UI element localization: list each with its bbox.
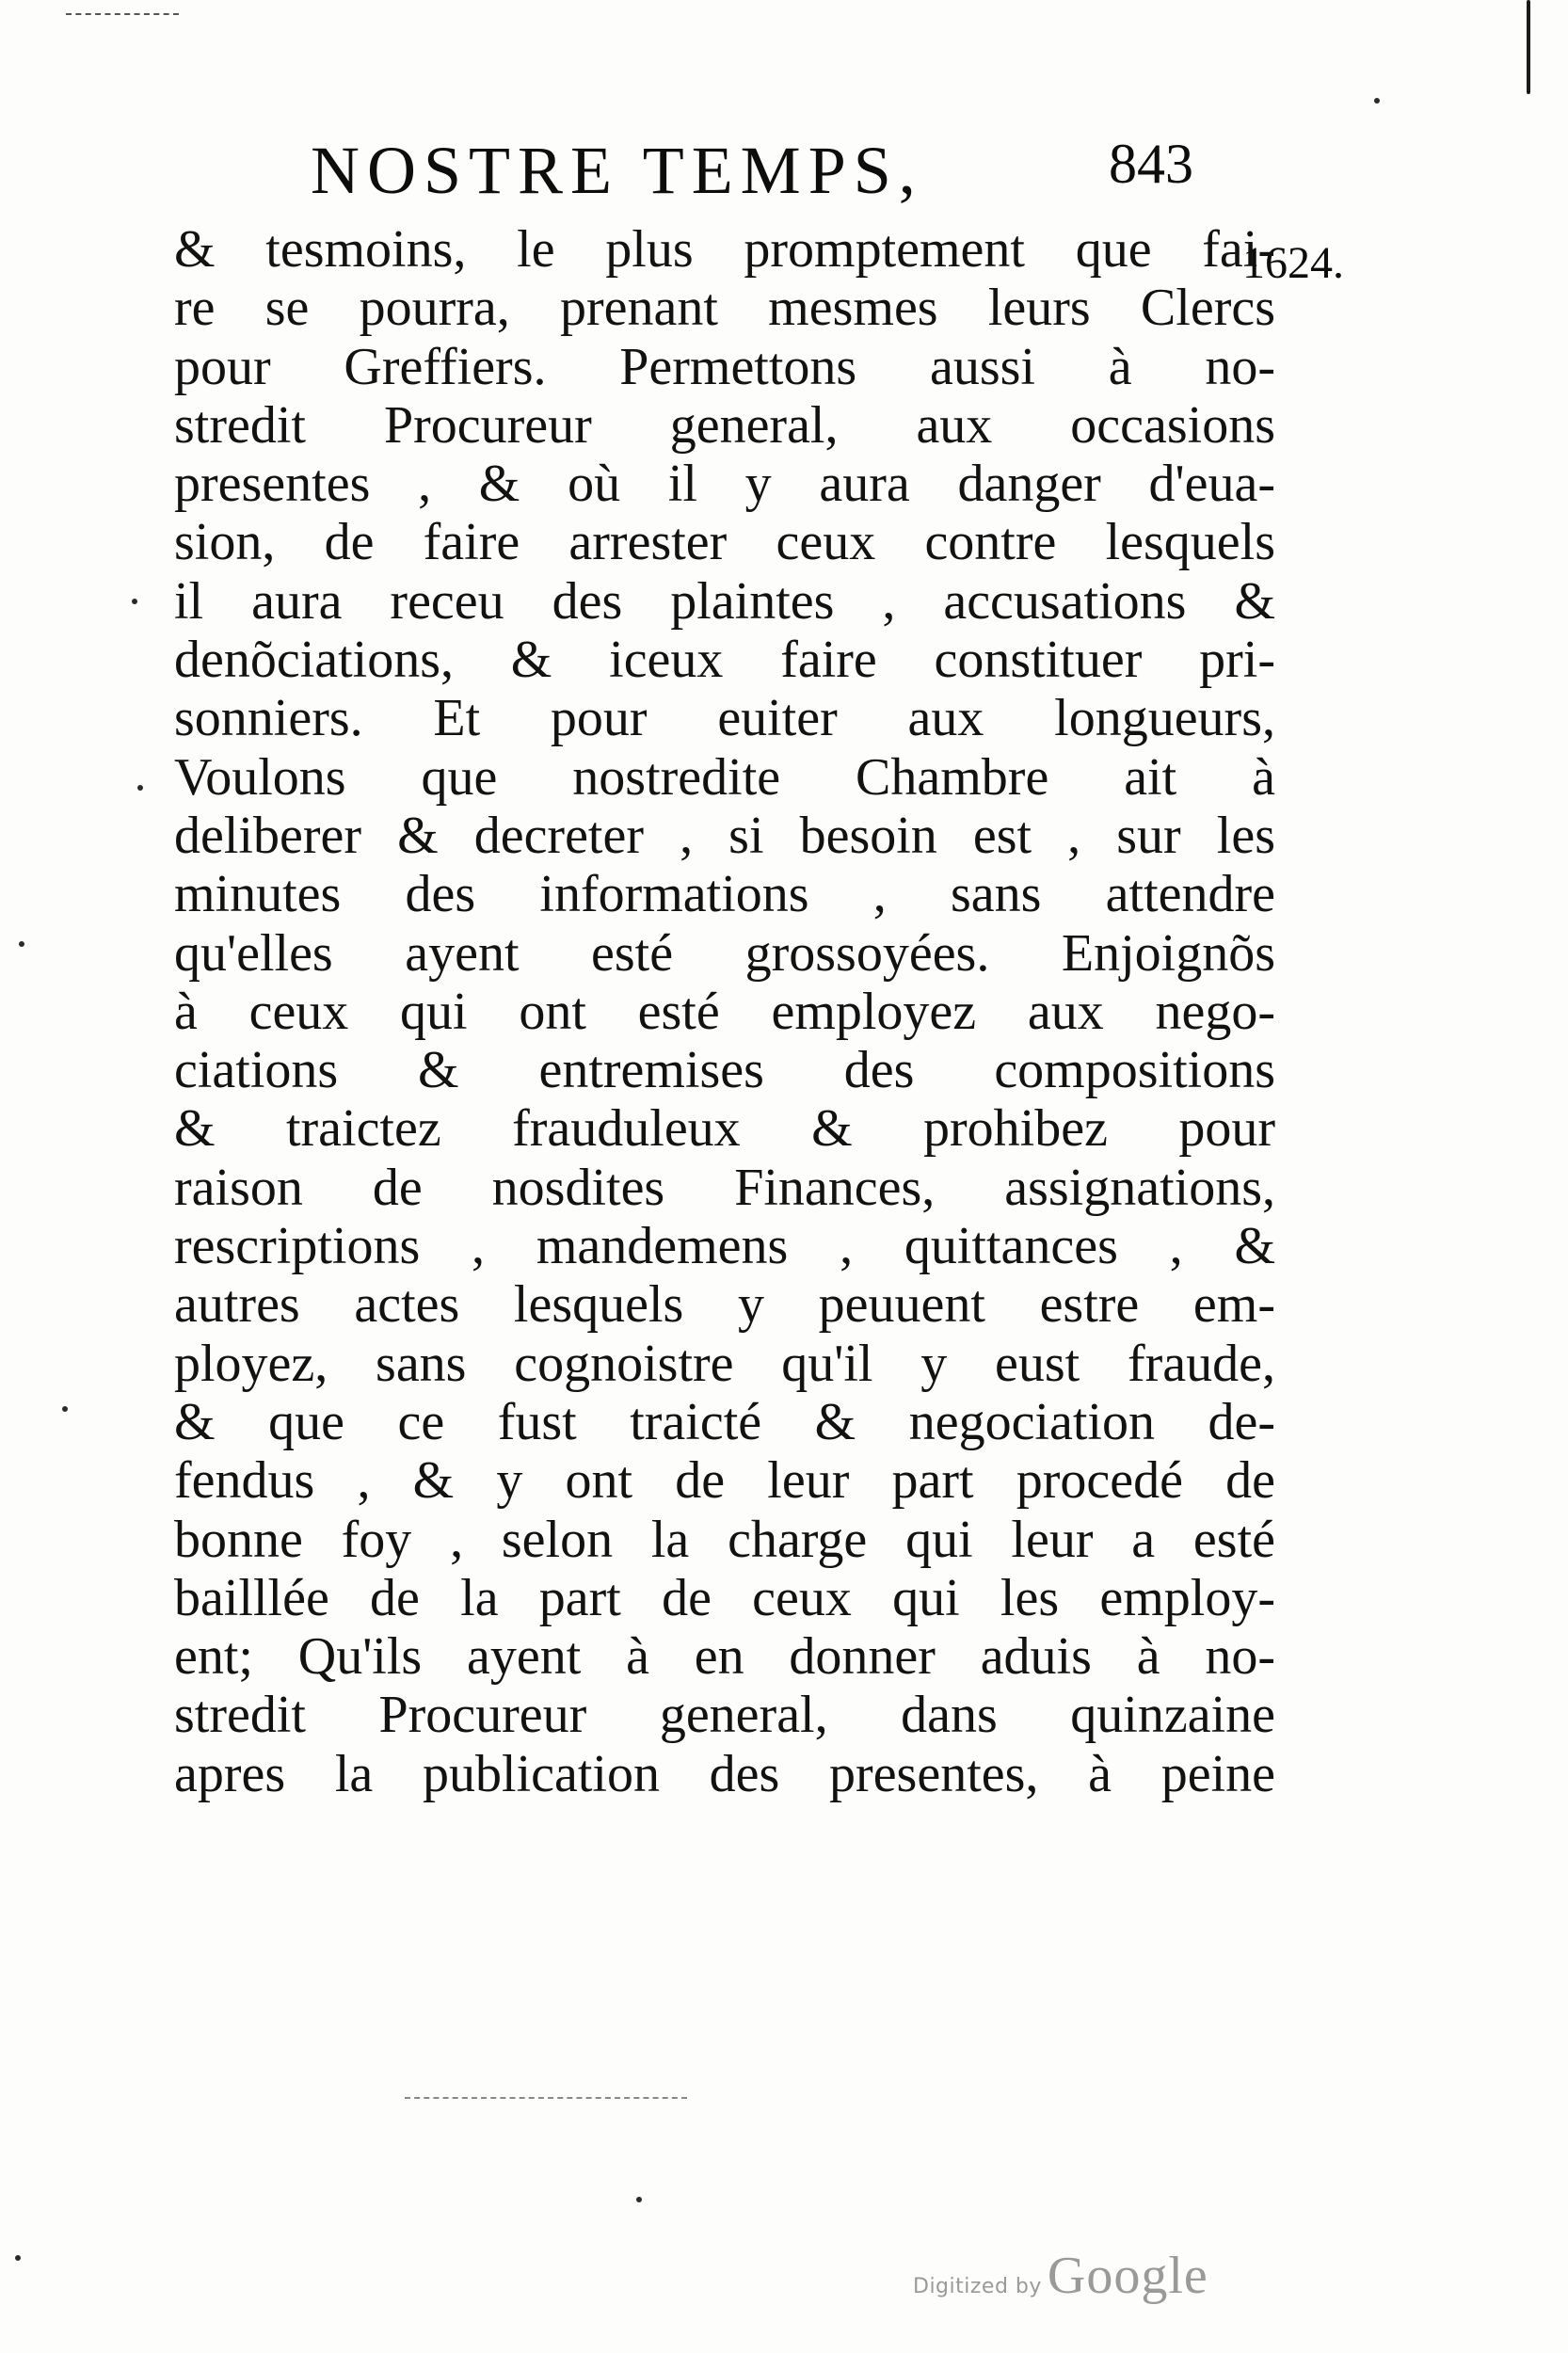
text-line: & traictez frauduleux & prohibez pour	[174, 1099, 1275, 1159]
scan-speck	[636, 2197, 642, 2202]
text-line: raison de nosdites Finances, assignations,	[174, 1158, 1275, 1217]
page-number: 843	[1109, 133, 1193, 195]
running-head: NOSTRE TEMPS,	[311, 133, 923, 208]
text-line: bonne foy , selon la charge qui leur a esté	[174, 1510, 1275, 1569]
scan-speck	[132, 599, 137, 604]
text-line: à ceux qui ont esté employez aux nego-	[174, 982, 1275, 1041]
text-line: deliberer & decreter , si besoin est , sur les	[174, 806, 1275, 865]
body-text	[174, 220, 1275, 1803]
footer-dashes	[405, 2097, 687, 2101]
top-dashes	[66, 13, 179, 17]
scan-speck	[1374, 98, 1380, 104]
scan-speck	[15, 2255, 21, 2261]
text-line: denõciations, & iceux faire constituer pri-	[174, 631, 1275, 690]
scan-speck	[137, 785, 143, 791]
text-line: presentes , & où il y aura danger d'eua-	[174, 455, 1275, 514]
text-line: & que ce fust traicté & negociation de-	[174, 1392, 1275, 1451]
text-line: stredit Procureur general, dans quinzaine	[174, 1686, 1275, 1745]
text-line: ent; Qu'ils ayent à en donner aduis à no-	[174, 1627, 1275, 1687]
text-line: minutes des informations , sans attendre	[174, 865, 1275, 924]
text-line: re se pourra, prenant mesmes leurs Clercs	[174, 279, 1275, 338]
text-line: fendus , & y ont de leur part procedé de	[174, 1451, 1275, 1511]
scan-speck	[19, 941, 24, 947]
digitized-by-google-watermark	[913, 2246, 1208, 2306]
watermark-prefix: Digitized by	[913, 2275, 1042, 2298]
text-line: bailllée de la part de ceux qui les employ-	[174, 1568, 1275, 1627]
scan-speck	[62, 1406, 68, 1412]
text-line: pour Greffiers. Permettons aussi à no-	[174, 337, 1275, 396]
text-line: sion, de faire arrester ceux contre lesquels	[174, 513, 1275, 572]
text-line: il aura receu des plaintes , accusations &	[174, 571, 1275, 631]
text-line: ciations & entremises des compositions	[174, 1041, 1275, 1100]
google-logo: Google	[1047, 2247, 1208, 2305]
margin-year: 1624.	[1242, 238, 1344, 288]
text-line: ployez, sans cognoistre qu'il y eust fraude,	[174, 1334, 1275, 1393]
page-edge-mark	[1527, 0, 1530, 94]
text-line: stredit Procureur general, aux occasions	[174, 395, 1275, 455]
text-line: autres actes lesquels y peuuent estre em-	[174, 1275, 1275, 1335]
text-line: apres la publication des presentes, à peine	[174, 1744, 1275, 1803]
text-line: & tesmoins, le plus promptement que fai-	[174, 220, 1275, 279]
text-line: Voulons que nostredite Chambre ait à	[174, 747, 1275, 807]
text-line: qu'elles ayent esté grossoyées. Enjoignõs	[174, 923, 1275, 983]
text-line: sonniers. Et pour euiter aux longueurs,	[174, 689, 1275, 748]
text-line: rescriptions , mandemens , quittances , &	[174, 1217, 1275, 1276]
